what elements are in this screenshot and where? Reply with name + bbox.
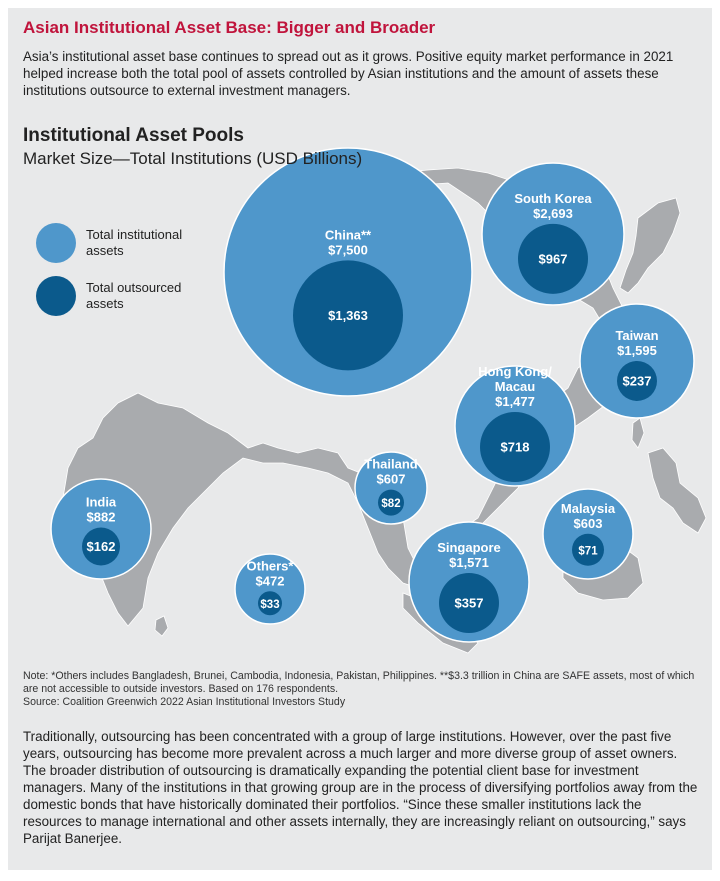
total-label-others: $472 [255, 573, 285, 589]
legend-label-outsourced: Total outsourced assets [86, 280, 182, 311]
legend-label-total: Total institutional assets [86, 227, 183, 258]
outsourced-label-hong-kong-macau: $718 [500, 439, 530, 455]
outsourced-label-china: $1,363 [328, 307, 368, 323]
market-name-hong-kong-macau-0: Hong Kong/ [478, 364, 552, 379]
bubble-hong-kong-macau [455, 364, 575, 486]
legend-item-outsourced [36, 276, 206, 316]
chart-title: Institutional Asset Pools [23, 125, 244, 146]
chart-notes [23, 670, 703, 709]
bubble-india [51, 479, 151, 579]
legend-item-total [36, 223, 206, 263]
map-taiwan-island [632, 418, 644, 448]
bubble-south-korea [482, 163, 624, 305]
outsourced-label-taiwan: $237 [622, 373, 652, 389]
market-name-hong-kong-macau-1: Macau [494, 379, 536, 394]
infographic-card [8, 8, 712, 870]
market-name-india: India [85, 494, 117, 510]
outsourced-label-singapore: $357 [454, 595, 484, 611]
bubble-map-svg [8, 113, 712, 668]
total-label-hong-kong-macau: $1,477 [495, 394, 535, 409]
chart-subtitle: Market Size—Total Institutions (USD Billions) [23, 149, 363, 168]
note-text: Note: *Others includes Bangladesh, Brunei, Cambodia, Indonesia, Pakistan, Philippines. **$3.3 trillion in China are SAFE assets, most of which are not accessible to outside investors. Based on 176 respondents. [23, 670, 695, 695]
market-name-south-korea: South Korea [514, 190, 592, 206]
intro-paragraph: Asia’s institutional asset base continues to spread out as it grows. Positive equity market performance in 2021 helped increase both the total pool of assets controlled by Asian institutions and the amount of assets these institutions outsource to external investment managers. [23, 49, 674, 98]
bubble-taiwan [580, 304, 694, 418]
outsourced-label-others: $33 [260, 598, 280, 611]
outsourced-label-india: $162 [86, 539, 116, 554]
total-label-south-korea: $2,693 [533, 205, 573, 221]
outsourced-label-thailand: $82 [381, 498, 401, 511]
map-sri-lanka [155, 616, 168, 636]
total-label-china: $7,500 [328, 242, 368, 258]
bubble-malaysia [543, 489, 633, 579]
total-label-taiwan: $1,595 [617, 342, 657, 358]
market-name-malaysia: Malaysia [560, 500, 616, 516]
source-text: Source: Coalition Greenwich 2022 Asian Institutional Investors Study [23, 696, 346, 708]
market-name-thailand: Thailand [364, 456, 418, 472]
market-name-taiwan: Taiwan [615, 327, 659, 343]
total-label-singapore: $1,571 [449, 555, 489, 570]
bubble-others [235, 554, 305, 624]
market-name-others: Others* [246, 558, 294, 574]
bubble-china [224, 148, 472, 396]
market-name-singapore: Singapore [437, 540, 501, 555]
total-label-thailand: $607 [376, 471, 406, 487]
infographic-title: Asian Institutional Asset Base: Bigger and Broader [23, 18, 436, 37]
asia-map-chart [8, 113, 712, 668]
legend-swatch-outsourced [36, 276, 76, 316]
bubble-singapore [409, 522, 529, 642]
outsourced-label-malaysia: $71 [578, 545, 598, 558]
bubble-thailand [355, 452, 427, 524]
body-paragraph: Traditionally, outsourcing has been concentrated with a group of large institutions. However, over the past five years, outsourcing has become more prevalent across a much larger and more diverse group of asset owners. The broader distribution of outsourcing is dramatically expanding the potential client base for investment managers. Many of the institutions in that growing group are in the process of diversifying portfolios away from the domestic bonds that have historically dominated their portfolios. “Since these smaller institutions lack the resources to manage international and other assets internally, they are increasingly reliant on outsourcing,” says Parijat Banerjee. [23, 729, 698, 846]
map-japan [620, 198, 680, 293]
outsourced-label-south-korea: $967 [538, 251, 568, 267]
total-label-india: $882 [86, 509, 116, 525]
total-label-malaysia: $603 [573, 515, 603, 531]
market-name-china: China** [324, 227, 372, 243]
map-philippines [648, 448, 706, 533]
legend-swatch-total [36, 223, 76, 263]
